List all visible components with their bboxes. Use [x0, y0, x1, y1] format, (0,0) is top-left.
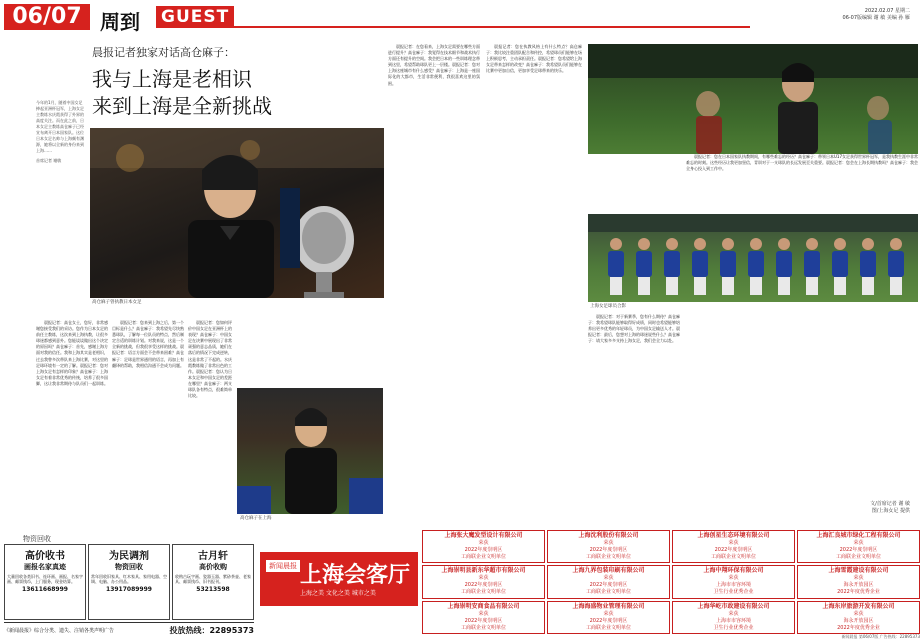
- notice-ad-honor: 工商联企业文明单位: [460, 624, 506, 631]
- notice-ad-honor: 卫生行业优秀企业: [713, 624, 754, 631]
- classified-ad-title: 为民调剂: [109, 551, 149, 562]
- classified-ad-subtitle: 画报名家真迹: [24, 563, 66, 571]
- notice-ad: [797, 530, 920, 563]
- notice-ad-award: 荣获: [478, 610, 489, 617]
- notice-ad-award: 荣获: [603, 540, 614, 546]
- footer-line: 新闻晨报 第06/07版 广告热线：22895373: [841, 634, 920, 639]
- photo-caption-2: 上海女足球员合影: [590, 304, 626, 309]
- body-column-2-text: 晨报记者：您来到上海之后，第一个目标是什么？高仓麻子：我希望先尽快熟悉球队，了解每一位队员的特点，然后制定合适的训练计划。对我来说，这是一个全新的挑战，但我很享受这样的挑战。晨报记者：语言方面会不会带来困难？高仓麻子：足球是世界通用的语言，再加上有翻译的帮助，我相信沟通不会成为问题。: [112, 320, 184, 368]
- notice-ad-name: 上海东岸旅游开发有限公司: [822, 602, 895, 610]
- notice-ad-award: 荣获: [853, 540, 864, 546]
- classified-ad-body: 大量回收各类旧书、连环画、画报、名家字画、邮票钱币，上门服务，现金结算。: [7, 574, 83, 584]
- classifieds-footer-right: 投放热线：22895373: [169, 625, 254, 635]
- notice-ad-award: 荣获: [728, 540, 739, 546]
- player-figure: [664, 238, 680, 295]
- notice-ad-name: 上海海盛物业管理有限公司: [572, 602, 645, 610]
- photo-coach-trophy: [90, 128, 384, 298]
- notice-ad-name: 上海华屹市政建设有限公司: [697, 602, 770, 610]
- section-title-cn: 周到: [100, 10, 140, 34]
- body-column-4-text: 晨报记者：在您看来，上海女足需要在哪些方面进行提升？高仓麻子：我觉得在技术细节和战术执行方面还有提升的空间。我会把日本的一些训练理念带到这里，希望帮助球队更上一层楼。晨报记者：您对上海这座城市有什么感受？高仓麻子：上海是一座国际化的大都市，生活非常便利，我很喜欢这里的氛围。: [388, 44, 480, 86]
- photo-coach-field-drawing: [237, 388, 383, 514]
- classifieds-header: 物资回收: [4, 534, 70, 545]
- photo-caption-3: 高仓麻子在上海: [240, 516, 272, 521]
- classified-row: [4, 544, 254, 620]
- classified-ad-phone: 13611668999: [22, 586, 68, 593]
- body-column-4: [388, 44, 480, 520]
- notice-ad-detail: 2022年度崇明区: [714, 547, 753, 553]
- photo-credit-line: 图/上海女足 提供: [871, 508, 910, 514]
- player-figure: [636, 238, 652, 295]
- classified-ad: [172, 544, 254, 620]
- photo-coach-trophy-drawing: [90, 128, 384, 298]
- notice-ad-name: 上海九界包装印刷有限公司: [572, 567, 645, 575]
- page-number: 06/07: [4, 4, 90, 30]
- photo-coach-field: [237, 388, 383, 514]
- notice-ad-award: 荣获: [603, 610, 614, 617]
- banner-ad: [260, 552, 418, 606]
- headline-line-1: 我与上海是老相识: [92, 67, 252, 91]
- classified-ad-phone: 13917089999: [106, 586, 152, 593]
- notice-ad-detail: 2022年度崇明区: [589, 617, 628, 624]
- notice-ad: [797, 601, 920, 634]
- notice-ad: [672, 530, 795, 563]
- classified-ad-subtitle: 物资回收: [115, 563, 143, 571]
- classified-ad: [4, 544, 86, 620]
- body-column-3-text: 晨报记者：您如何评价中国女足在亚洲杯上的表现？高仓麻子：中国女足在决赛中展现出了非常顽强的意志品质，她们在落后的情况下完成逆转，这是非常了不起的。水庆霞教练做了非常出色的工作。晨报记者：您认为日本女足和中国女足的差距在哪里？高仓麻子：两支球队各有特点，很难简单比较。: [188, 320, 232, 399]
- classified-ad: [88, 544, 170, 620]
- classifieds-footer-left: 《新闻晨报》综合分类、遗失、注销各类声明广告: [4, 627, 115, 634]
- notice-ad-honor: 2022年度优秀企业: [837, 624, 880, 631]
- body-column-5-text: 晨报记者：您在执教风格上有什么特点？高仓麻子：我比较注重团队配合和传控，希望球员们能够在场上积极思考，主动承担责任。晨报记者：您希望给上海女足带来怎样的改变？高仓麻子：我希望队员们能够在比赛中更加自信，更加享受足球带来的快乐。: [486, 44, 582, 74]
- body-column-6-text: 晨报记者：对于新赛季，您有什么期待？高仓麻子：我希望球队能够取得好成绩，同时也希望能够培养出更多优秀的年轻球员，为中国女足输送人才。晨报记者：最后，您想对上海的球迷说些什么？高仓麻子：请大家多多支持上海女足，我们会全力以赴。: [588, 314, 680, 344]
- notice-ad-award: 荣获: [728, 610, 739, 617]
- notice-ad-name: 上海中翔环保有限公司: [703, 567, 764, 575]
- notice-ad: [422, 530, 545, 563]
- classified-ad-title: 高价收书: [25, 551, 65, 562]
- notice-ad-name: 上海创星生态环境有限公司: [697, 532, 770, 539]
- banner-subline: 上海之美 文化之美 城市之美: [300, 590, 376, 597]
- notice-ad: [547, 565, 670, 598]
- banner-slogan: 上海会客厅: [300, 563, 411, 588]
- header-rule: [230, 26, 750, 28]
- notice-ad-award: 荣获: [853, 610, 864, 617]
- date-line: 2022.02.07 星期二: [864, 8, 910, 14]
- notice-ad-detail: 海永开放园区: [843, 617, 874, 624]
- body-column-7-text: 晨报记者：您在日本国家队执教期间，有哪些难忘的经历？高仓麻子：带领日本U17女足获得世界杯冠军，是我执教生涯中非常难忘的时刻。这些经历让我更加坚信，青训对于一支球队的长远发展至关重要。晨报记者：您会在上海长期执教吗？高仓麻子：我会全身心投入到工作中。: [686, 154, 918, 172]
- article-intro: [36, 100, 86, 164]
- classified-ad-body: 常年回收旧家具、红木家具、家用电器、空调、电脑、办公用品。: [91, 574, 167, 584]
- notice-ad-detail: 2022年度崇明区: [464, 547, 503, 553]
- notice-ad: [797, 565, 920, 598]
- body-column-3: [188, 320, 232, 520]
- notice-ad-detail: 海永开放园区: [843, 582, 874, 589]
- notice-ad-name: 上海张大魔发型设计有限公司: [444, 532, 523, 539]
- headline-line-2: 来到上海是全新挑战: [92, 94, 272, 118]
- notice-ad-honor: 工商联企业文明单位: [460, 554, 506, 560]
- player-figure: [608, 238, 624, 295]
- notice-ad-honor: 工商联企业文明单位: [585, 554, 631, 560]
- notice-ads-grid: [422, 530, 920, 634]
- photo-team-drawing: [588, 44, 918, 154]
- author-credit: [760, 500, 910, 514]
- notice-ad-honor: 工商联企业文明单位: [585, 589, 631, 596]
- body-column-1-text: 晨报记者：高仓女士，您好，非常感谢您接受我们的采访。您作为日本女足的前任主教练，这次来到上海执教，让很多球迷都感到意外。您能谈谈做出这个决定的原因吗？高仓麻子：首先，感谢上海方面对我的信任。我和上海其实是老相识，过去我曾多次带队来上海比赛，对这里的足球环境有一定的了解。晨报记者：您对上海女足有怎样的印象？高仓麻子：上海女足有着非常优秀的传统，培养了很多国脚，这让我非常期待与队员们一起训练。: [36, 320, 108, 386]
- photo-team: [588, 44, 918, 154]
- body-column-7: [686, 154, 918, 444]
- notice-ad-award: 荣获: [603, 575, 614, 582]
- author-line: 文/首席记者 谢 敏: [870, 501, 910, 507]
- notice-ad: [547, 601, 670, 634]
- intro-byline: 首席记者 谢敏: [36, 158, 62, 163]
- notice-ad-detail: 2022年度崇明区: [589, 582, 628, 589]
- notice-ad-detail: 2022年度崇明区: [589, 547, 628, 553]
- article-kicker: 晨报记者独家对话高仓麻子：: [92, 46, 235, 59]
- notice-ad-name: 上海崇明安商食品有限公司: [447, 602, 520, 610]
- notice-ad-award: 荣获: [728, 575, 739, 582]
- notice-ad-detail: 2022年度崇明区: [464, 617, 503, 624]
- body-column-6: [588, 314, 680, 514]
- notice-ad-name: 上海沈利股份有限公司: [578, 532, 639, 539]
- notice-ad-detail: 上海市市容环境: [715, 617, 751, 624]
- notice-ad-name: 上海雪霞建设有限公司: [828, 567, 889, 575]
- notice-ad: [672, 601, 795, 634]
- classified-ad-title: 古月轩: [198, 551, 228, 562]
- notice-ad: [672, 565, 795, 598]
- classifieds-footer: [4, 622, 254, 637]
- notice-ad-honor: 卫生行业优秀企业: [713, 589, 754, 596]
- header-date: [780, 8, 910, 22]
- classified-ad-phone: 53213598: [196, 586, 230, 593]
- notice-ad-honor: 工商联企业文明单位: [460, 589, 506, 596]
- notice-ad-honor: 2022年度优秀企业: [837, 589, 880, 596]
- edition-line: 06-07版编辑 谢 敏 美编 孙 雁: [842, 15, 910, 21]
- notice-ad: [547, 530, 670, 563]
- notice-ad: [422, 565, 545, 598]
- notice-ad-detail: 上海市市容环境: [715, 582, 751, 589]
- classified-ad-subtitle: 高价收购: [199, 563, 227, 571]
- notice-ad-detail: 2022年度崇明区: [839, 547, 878, 553]
- notice-ad-honor: 工商联企业文明单位: [835, 554, 881, 560]
- article-headline: [92, 66, 332, 120]
- body-column-2: [112, 320, 184, 520]
- section-title-en: GUEST: [156, 6, 234, 28]
- notice-ad-award: 荣获: [478, 540, 489, 546]
- photo-caption-1: 高仓麻子曾执教日本女足: [92, 300, 142, 305]
- classifieds: [4, 534, 254, 636]
- body-column-1: [36, 320, 108, 520]
- notice-ad: [422, 601, 545, 634]
- banner-brand: 新闻晨报: [266, 560, 300, 572]
- classified-ad-body: 收购古玩字画、瓷器玉器、紫砂茶壶、老家具、邮票钱币、旧书报刊。: [175, 574, 251, 584]
- notice-ad-name: 上海汇良城市绿化工程有限公司: [816, 532, 901, 539]
- body-column-5: [486, 44, 582, 520]
- notice-ad-detail: 2022年度崇明区: [464, 582, 503, 589]
- notice-ad-honor: 工商联企业文明单位: [585, 624, 631, 631]
- notice-ad-award: 荣获: [853, 575, 864, 582]
- intro-text: 今年的1月，随着中国女足捧起亚洲杯冠军，上海女足主教练水庆霞获得了外界的高度关注。而在此之前，日本女足主教练高仓麻子已经宣布离开日本国家队。这位日本女足名帅与上海颇有渊源，她将以全新的身份来到上海……: [36, 100, 84, 153]
- notice-ad-honor: 工商联企业文明单位: [710, 554, 756, 560]
- notice-ad-award: 荣获: [478, 575, 489, 582]
- notice-ad-name: 上海崇明县新东华超市有限公司: [441, 567, 526, 575]
